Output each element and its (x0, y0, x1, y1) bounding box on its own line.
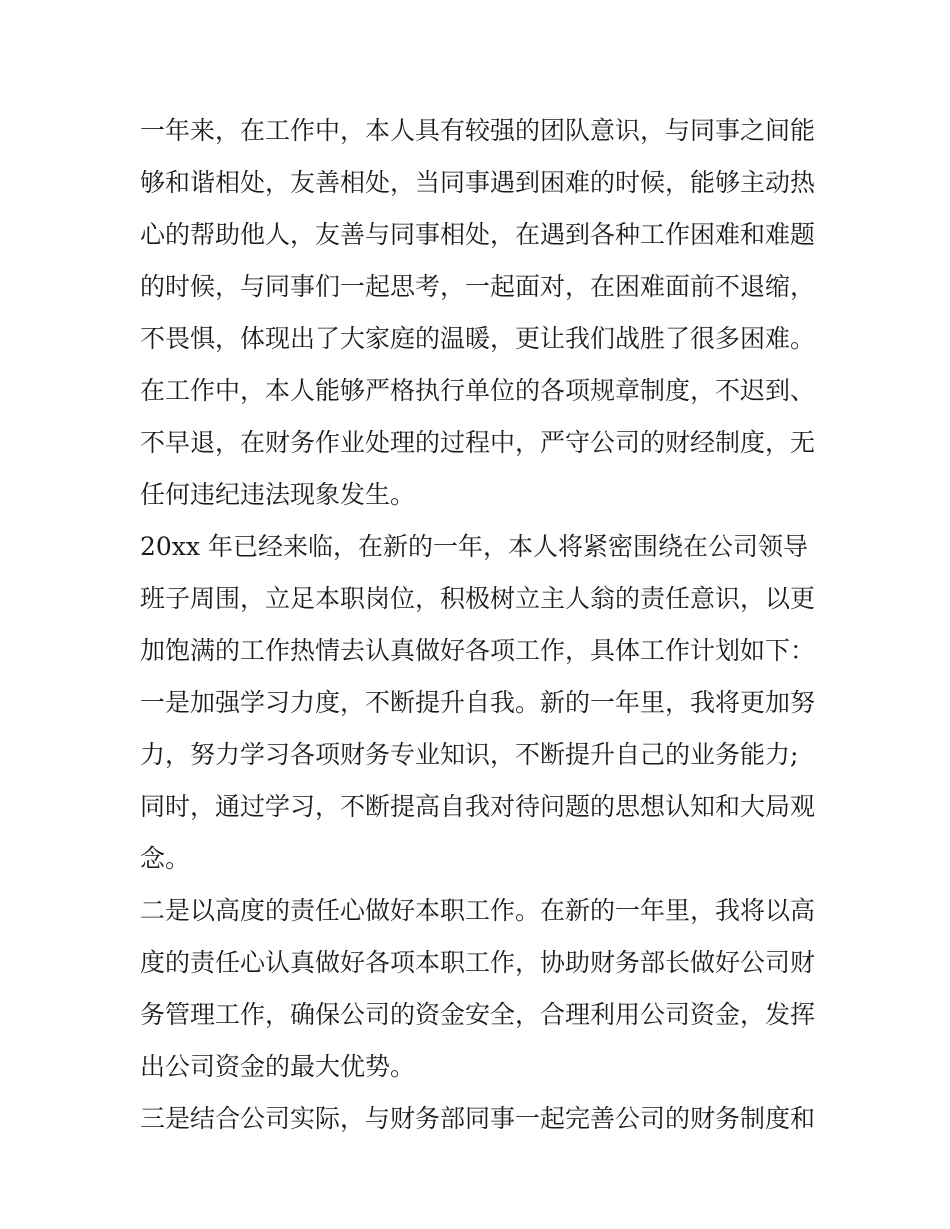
text-line: 不畏惧，体现出了大家庭的温暖，更让我们战胜了很多困难。 (140, 324, 816, 353)
text-line: 同时，通过学习，不断提高自我对待问题的思想认知和大局观 (140, 792, 816, 821)
text-line: 加饱满的工作热情去认真做好各项工作，具体工作计划如下： (140, 636, 816, 665)
text-line: 够和谐相处，友善相处，当同事遇到困难的时候，能够主动热 (140, 168, 816, 197)
text-line: 心的帮助他人，友善与同事相处，在遇到各种工作困难和难题 (140, 220, 816, 249)
text-line: 的时候，与同事们一起思考，一起面对，在困难面前不退缩， (140, 272, 816, 301)
text-line: 在工作中，本人能够严格执行单位的各项规章制度，不迟到、 (140, 376, 816, 405)
text-line: 一是加强学习力度，不断提升自我。新的一年里，我将更加努 (140, 688, 816, 717)
text-line: 力，努力学习各项财务专业知识，不断提升自己的业务能力; (140, 740, 799, 769)
text-line: 任何违纪违法现象发生。 (140, 480, 416, 509)
text-line: 一年来，在工作中，本人具有较强的团队意识，与同事之间能 (140, 116, 816, 145)
text-line: 度的责任心认真做好各项本职工作，协助财务部长做好公司财 (140, 948, 816, 977)
text-line: 念。 (140, 844, 191, 873)
text-line: 三是结合公司实际，与财务部同事一起完善公司的财务制度和 (140, 1104, 816, 1133)
text-line: 20xx 年已经来临，在新的一年，本人将紧密围绕在公司领导 (140, 532, 808, 561)
text-line: 班子周围，立足本职岗位，积极树立主人翁的责任意识，以更 (140, 584, 816, 613)
text-line: 出公司资金的最大优势。 (140, 1052, 416, 1081)
text-line: 务管理工作，确保公司的资金安全，合理利用公司资金，发挥 (140, 1000, 816, 1029)
text-line: 不早退，在财务作业处理的过程中，严守公司的财经制度，无 (140, 428, 816, 457)
text-line: 二是以高度的责任心做好本职工作。在新的一年里，我将以高 (140, 896, 816, 925)
